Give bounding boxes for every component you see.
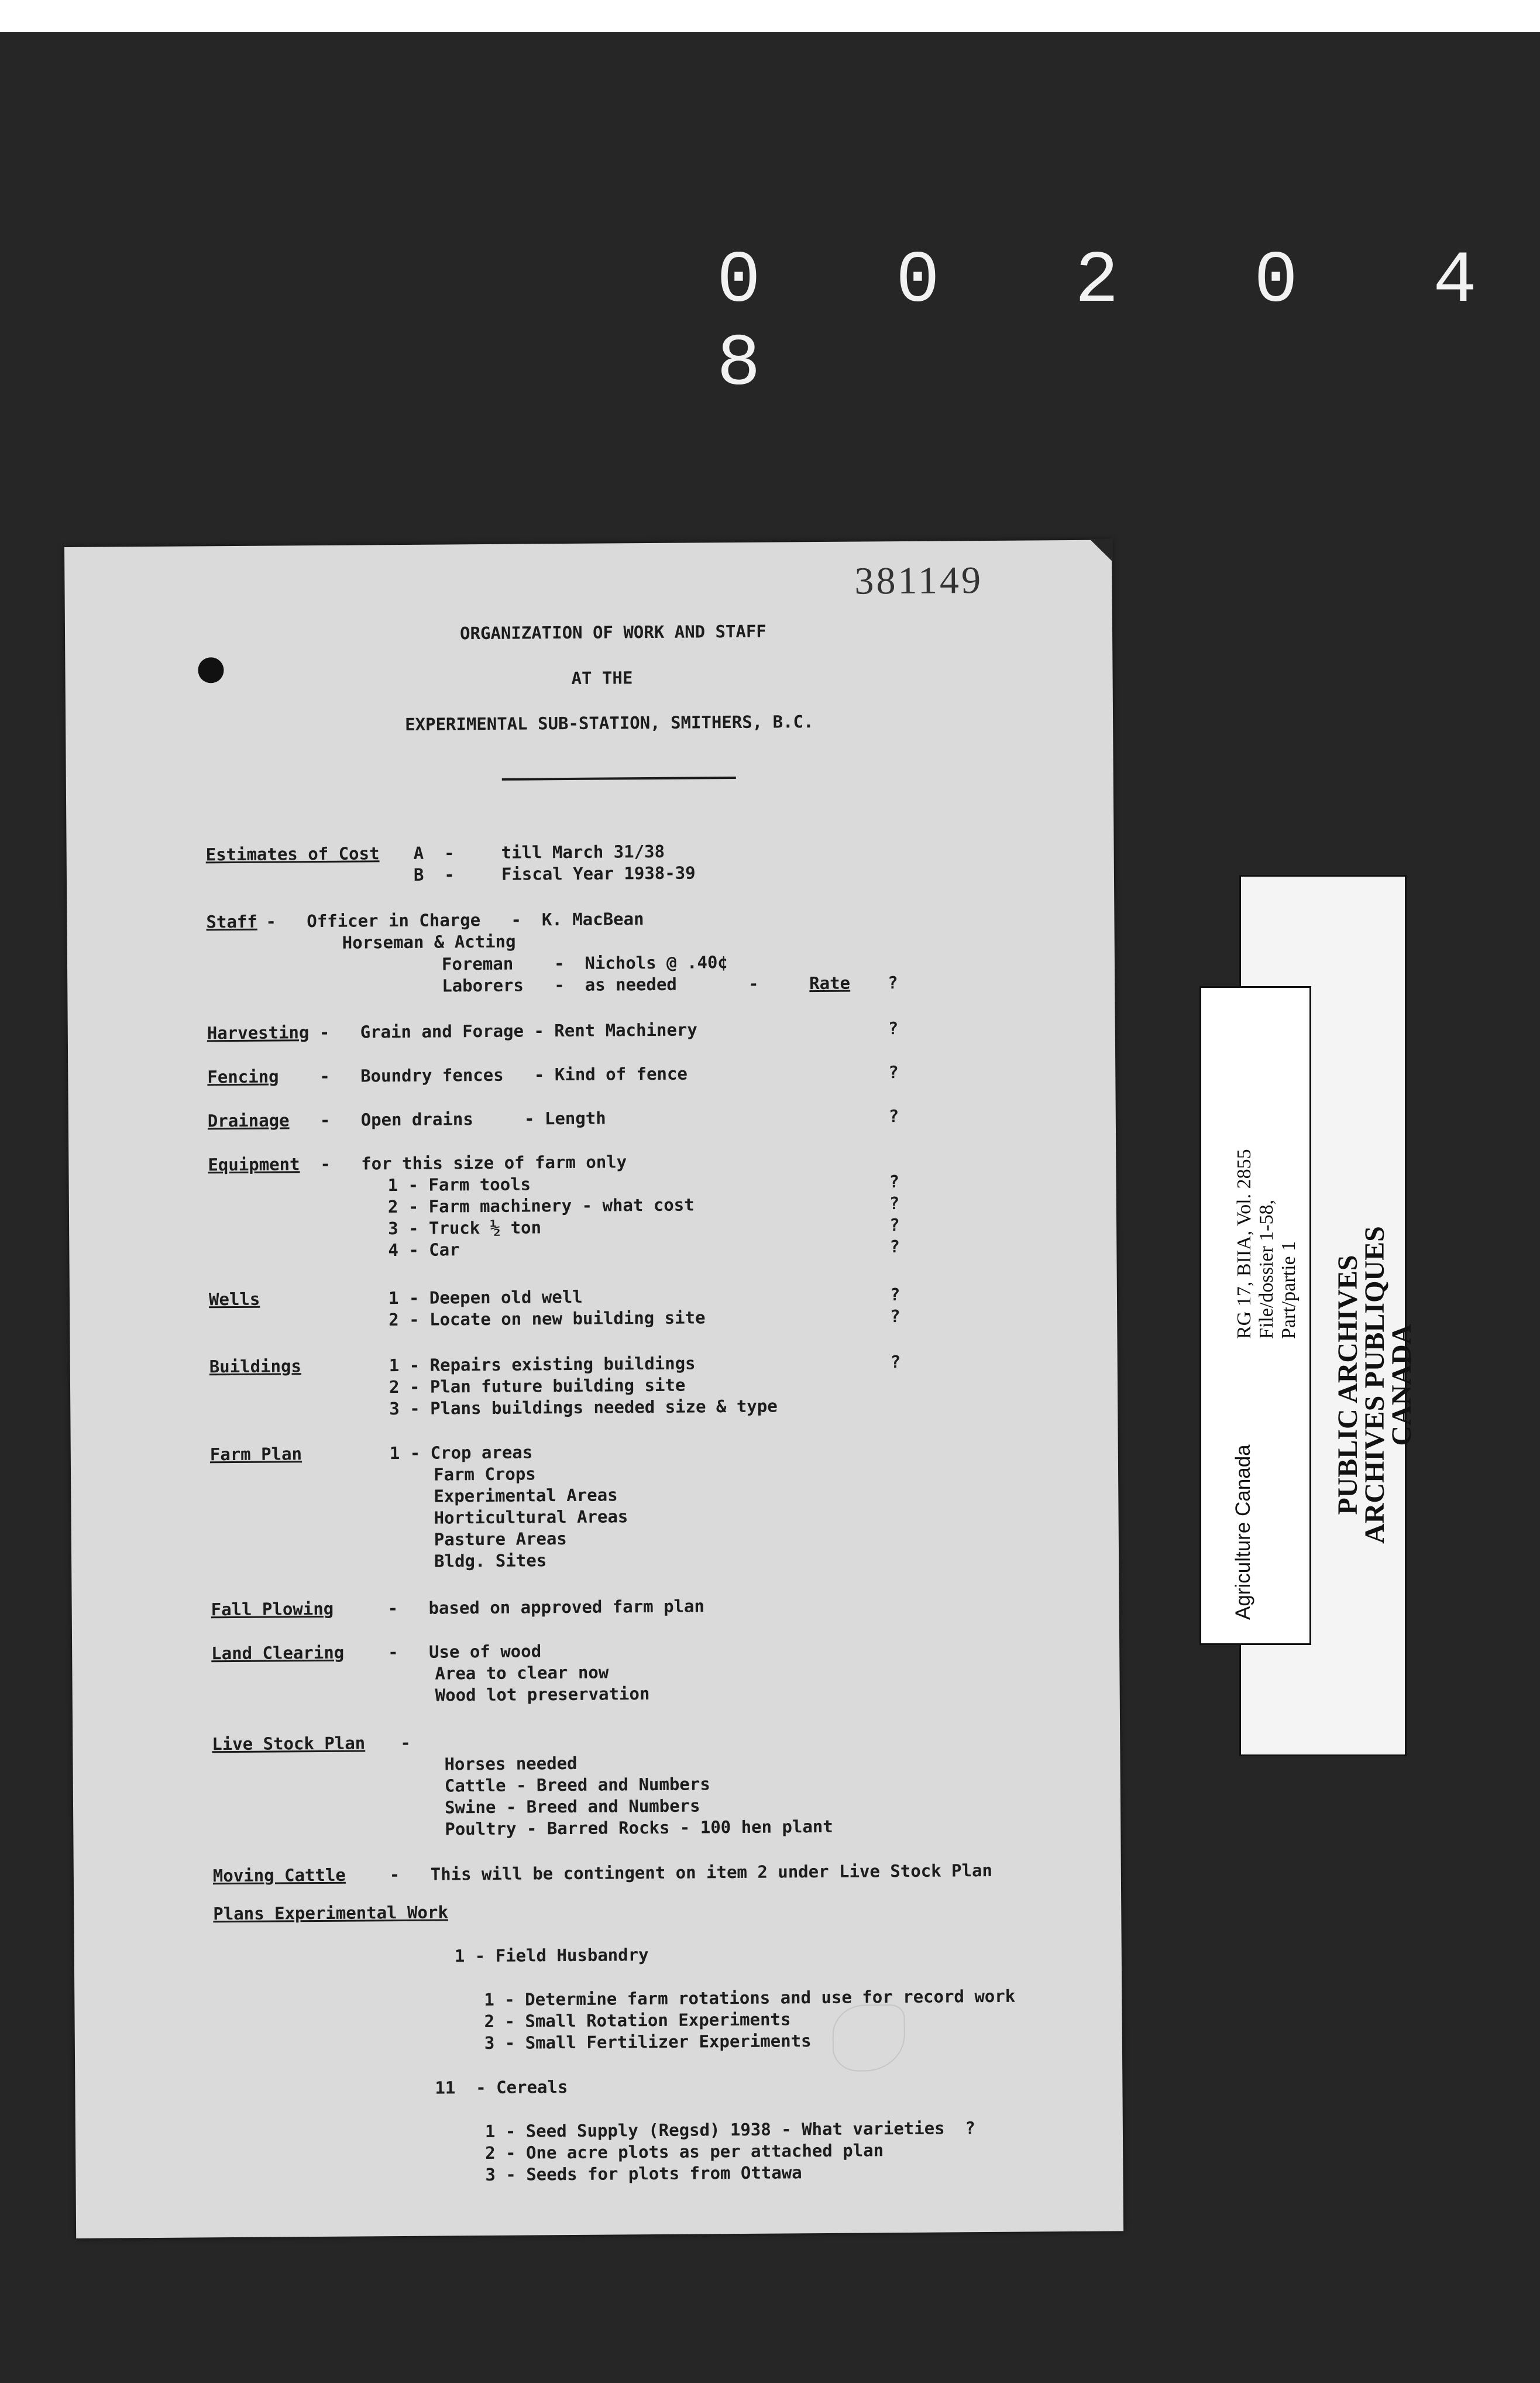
staff-line-2: Horseman & Acting bbox=[342, 931, 516, 953]
staff-heading: Staff bbox=[206, 911, 257, 932]
public-archives-text bbox=[1332, 1226, 1417, 1544]
live-stock-line-1: Horses needed bbox=[444, 1753, 578, 1774]
stamp-number: 381149 bbox=[854, 559, 984, 603]
title-rule bbox=[502, 777, 736, 781]
wells-heading: Wells bbox=[208, 1289, 260, 1310]
cereals-line-1: 1 - Seed Supply (Regsd) 1938 - What varieties ? bbox=[484, 2118, 976, 2142]
reference-line-1: RG 17, BIIA, Vol. 2855 bbox=[1233, 1149, 1255, 1339]
moving-cattle-text: - This will be contingent on item 2 under Live Stock Plan bbox=[389, 1860, 993, 1885]
field-husbandry-line-3: 3 - Small Fertilizer Experiments bbox=[484, 2031, 812, 2054]
farm-plan-line-1: 1 - Crop areas bbox=[389, 1442, 533, 1464]
fall-plowing-text: - based on approved farm plan bbox=[387, 1596, 705, 1619]
cereals-line-2: 2 - One acre plots as per attached plan bbox=[485, 2140, 884, 2164]
public-archives-line-3: CANADA bbox=[1386, 1324, 1417, 1446]
buildings-line-2: 2 - Plan future building site bbox=[389, 1375, 686, 1397]
wells-line-1: 1 - Deepen old well bbox=[388, 1286, 583, 1309]
equipment-line-1: 1 - Farm tools bbox=[387, 1174, 531, 1196]
buildings-line-1: 1 - Repairs existing buildings bbox=[389, 1353, 696, 1376]
frame-number: 0 0 2 0 4 8 bbox=[717, 240, 1523, 406]
farm-plan-heading: Farm Plan bbox=[209, 1444, 302, 1465]
staff-line-3: Foreman - Nichols @ .40¢ bbox=[441, 952, 728, 974]
reference-line-2: File/dossier 1-58, bbox=[1256, 1200, 1277, 1339]
pencil-mark bbox=[832, 2004, 905, 2072]
estimates-heading: Estimates of Cost bbox=[205, 843, 380, 865]
fall-plowing-heading: Fall Plowing bbox=[211, 1598, 334, 1620]
title-line-2: AT THE bbox=[571, 668, 633, 688]
estimates-a-marker: A - bbox=[413, 843, 455, 863]
farm-plan-line-6: Bldg. Sites bbox=[434, 1550, 547, 1571]
farm-plan-line-4: Horticultural Areas bbox=[434, 1506, 628, 1528]
farm-plan-line-3: Experimental Areas bbox=[434, 1485, 618, 1506]
equipment-line-3: 3 - Truck ½ ton bbox=[388, 1217, 542, 1239]
fencing-question: ? bbox=[888, 1062, 899, 1083]
harvesting-heading: Harvesting bbox=[207, 1022, 310, 1043]
wells-question-2: ? bbox=[890, 1306, 900, 1327]
buildings-heading: Buildings bbox=[209, 1356, 302, 1377]
archive-reference-text bbox=[1233, 1149, 1300, 1339]
live-stock-line-4: Poultry - Barred Rocks - 100 hen plant bbox=[445, 1816, 833, 1839]
public-archives-line-1: PUBLIC ARCHIVES bbox=[1332, 1255, 1363, 1515]
land-clearing-line-3: Wood lot preservation bbox=[435, 1684, 650, 1705]
staff-line-4: Laborers - as needed - bbox=[442, 973, 759, 996]
document-page bbox=[64, 540, 1123, 2238]
cereals-line-3: 3 - Seeds for plots from Ottawa bbox=[485, 2162, 802, 2185]
staff-line-1: - Officer in Charge - K. MacBean bbox=[266, 909, 644, 932]
cereals-title: 11 - Cereals bbox=[435, 2077, 568, 2098]
harvesting-text: - Grain and Forage - Rent Machinery bbox=[319, 1019, 697, 1042]
fencing-heading: Fencing bbox=[207, 1066, 279, 1087]
equipment-heading: Equipment bbox=[208, 1154, 300, 1175]
archive-reference-label bbox=[1199, 986, 1311, 1645]
field-husbandry-title: 1 - Field Husbandry bbox=[454, 1945, 649, 1966]
moving-cattle-heading: Moving Cattle bbox=[212, 1864, 346, 1886]
equipment-question-1: ? bbox=[889, 1172, 900, 1192]
reference-line-3: Part/partie 1 bbox=[1278, 1241, 1300, 1339]
estimates-a-text: till March 31/38 bbox=[501, 841, 665, 863]
agriculture-canada-label: Agriculture Canada bbox=[1232, 1444, 1254, 1620]
staff-question: ? bbox=[888, 973, 898, 993]
rate-label: Rate bbox=[809, 973, 851, 994]
buildings-line-3: 3 - Plans buildings needed size & type bbox=[389, 1396, 778, 1419]
estimates-b-marker: B - bbox=[413, 864, 455, 885]
drainage-text: - Open drains - Length bbox=[319, 1108, 606, 1130]
farm-plan-line-5: Pasture Areas bbox=[434, 1529, 567, 1550]
public-archives-line-2: ARCHIVES PUBLIQUES bbox=[1359, 1226, 1390, 1544]
land-clearing-line-2: Area to clear now bbox=[435, 1662, 609, 1684]
wells-question-1: ? bbox=[889, 1285, 900, 1305]
live-stock-heading: Live Stock Plan bbox=[212, 1733, 366, 1754]
drainage-question: ? bbox=[888, 1106, 899, 1127]
live-stock-dash: - bbox=[400, 1732, 411, 1753]
harvesting-question: ? bbox=[888, 1018, 899, 1039]
punch-hole bbox=[198, 657, 224, 683]
equipment-question-3: ? bbox=[889, 1215, 900, 1235]
plans-heading: Plans Experimental Work bbox=[213, 1902, 448, 1924]
equipment-line-0: - for this size of farm only bbox=[320, 1152, 627, 1174]
farm-plan-line-2: Farm Crops bbox=[433, 1464, 536, 1485]
live-stock-line-2: Cattle - Breed and Numbers bbox=[444, 1774, 710, 1796]
wells-line-2: 2 - Locate on new building site bbox=[389, 1307, 706, 1330]
equipment-line-4: 4 - Car bbox=[388, 1239, 460, 1261]
equipment-question-4: ? bbox=[889, 1237, 900, 1257]
field-husbandry-line-1: 1 - Determine farm rotations and use for record work bbox=[484, 1986, 1016, 2010]
field-husbandry-line-2: 2 - Small Rotation Experiments bbox=[484, 2009, 791, 2032]
buildings-question: ? bbox=[890, 1352, 901, 1372]
folded-corner bbox=[1089, 538, 1113, 562]
equipment-line-2: 2 - Farm machinery - what cost bbox=[387, 1194, 695, 1217]
live-stock-line-3: Swine - Breed and Numbers bbox=[444, 1795, 700, 1818]
estimates-b-text: Fiscal Year 1938-39 bbox=[501, 863, 696, 884]
drainage-heading: Drainage bbox=[207, 1110, 290, 1131]
title-line-1: ORGANIZATION OF WORK AND STAFF bbox=[459, 621, 766, 644]
equipment-question-2: ? bbox=[889, 1193, 900, 1214]
title-line-3: EXPERIMENTAL SUB-STATION, SMITHERS, B.C. bbox=[405, 712, 814, 734]
land-clearing-heading: Land Clearing bbox=[211, 1642, 345, 1664]
land-clearing-line-1: - Use of wood bbox=[388, 1641, 542, 1663]
fencing-text: - Boundry fences - Kind of fence bbox=[319, 1063, 688, 1086]
